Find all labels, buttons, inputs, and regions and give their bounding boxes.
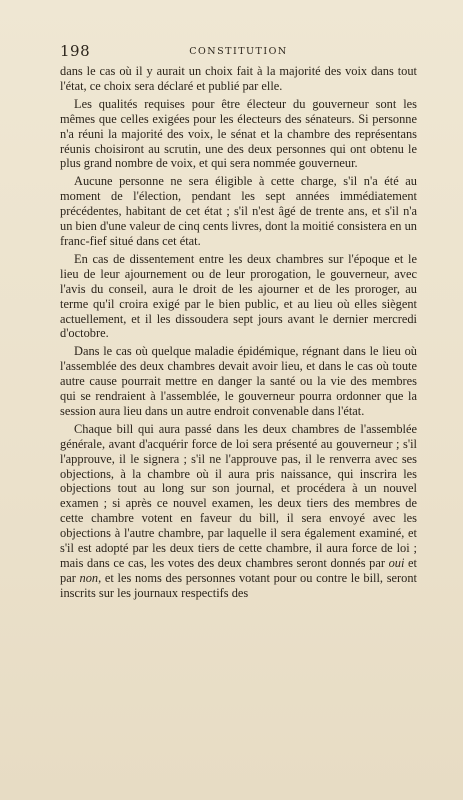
- bill-italic-non: non: [79, 570, 99, 585]
- paragraph-epidemic: Dans le cas où quelque maladie épidémique, régnant dans le lieu où l'assemblée des deux chambres devait avoir lieu, et dans le cas où toute autre cause pourrait mettre en danger la santé ou la vie des membres qui se rendraient à l'assemblée, le gouverneur pourra ordonner que la session aura lieu dans un autre endroit convenable dans l'état.: [60, 344, 417, 418]
- page-header: [60, 44, 417, 62]
- paragraph-elector-qualifications: Les qualités requises pour être électeur du gouverneur sont les mêmes que celles exigées pour les électeurs des sénateurs. Si personne n'a réuni la majorité des voix, le sénat et la chambre des représentans réunis choisiront au scrutin, une des deux personnes qui ont obtenu le plus grand nombre de voix, et qui sera nommée gouverneur.: [60, 96, 417, 171]
- paragraph-continuation: dans le cas où il y aurait un choix fait à la majorité des voix dans tout l'état, ce choix sera déclaré et publié par elle.: [60, 64, 417, 93]
- running-title: CONSTITUTION: [189, 46, 288, 57]
- page-number: 198: [60, 42, 91, 60]
- bill-text-after: , et les noms des personnes votant pour ou contre le bill, seront inscrits sur les journaux respectifs des: [60, 570, 417, 600]
- paragraph-bill-approval: [60, 422, 417, 601]
- bill-text-middle: et par: [60, 556, 417, 585]
- paragraph-eligibility: Aucune personne ne sera éligible à cette charge, s'il n'a été au moment de l'élection, pendant les sept années immédiatement précédentes, habitant de cet état ; s'il n'est âgé de trente ans, et s'il n'a un bien d'une valeur de cinq cents livres, dont la moitié consistera en un franc-fief situé dans cet état.: [60, 174, 417, 248]
- bill-text-before: Chaque bill qui aura passé dans les deux chambres de l'assemblée générale, avant d'acquérir force de loi sera présenté au gouverneur ; s'il l'approuve, il le signera ; s'il ne l'approuve pas, il le renverra avec ses objections, à la chambre où il aura pris naissance, qui inscrira les objections tout au long sur son journal, et procédera à un nouvel examen ; si après ce nouvel examen, les deux tiers des membres de cette chambre votent en faveur du bill, il sera envoyé avec les objections à l'autre chambre, par laquelle il sera également examiné, et s'il est adopté par les deux tiers de cette chambre, il aura force de loi ; mais dans ce cas, les votes des deux chambres seront donnés par: [60, 421, 417, 570]
- bill-italic-oui: oui: [388, 556, 405, 570]
- body-text: [60, 64, 417, 601]
- paragraph-adjournment: En cas de dissentement entre les deux chambres sur l'époque et le lieu de leur ajournement ou de leur prorogation, le gouverneur, avec l'avis du conseil, aura le droit de les ajourner et de les proroger, au terme qu'il croira exigé par le bien public, et au lieu où elles siègent actuellement, et il les dissoudera sept jours avant le dernier mercredi d'octobre.: [60, 251, 417, 341]
